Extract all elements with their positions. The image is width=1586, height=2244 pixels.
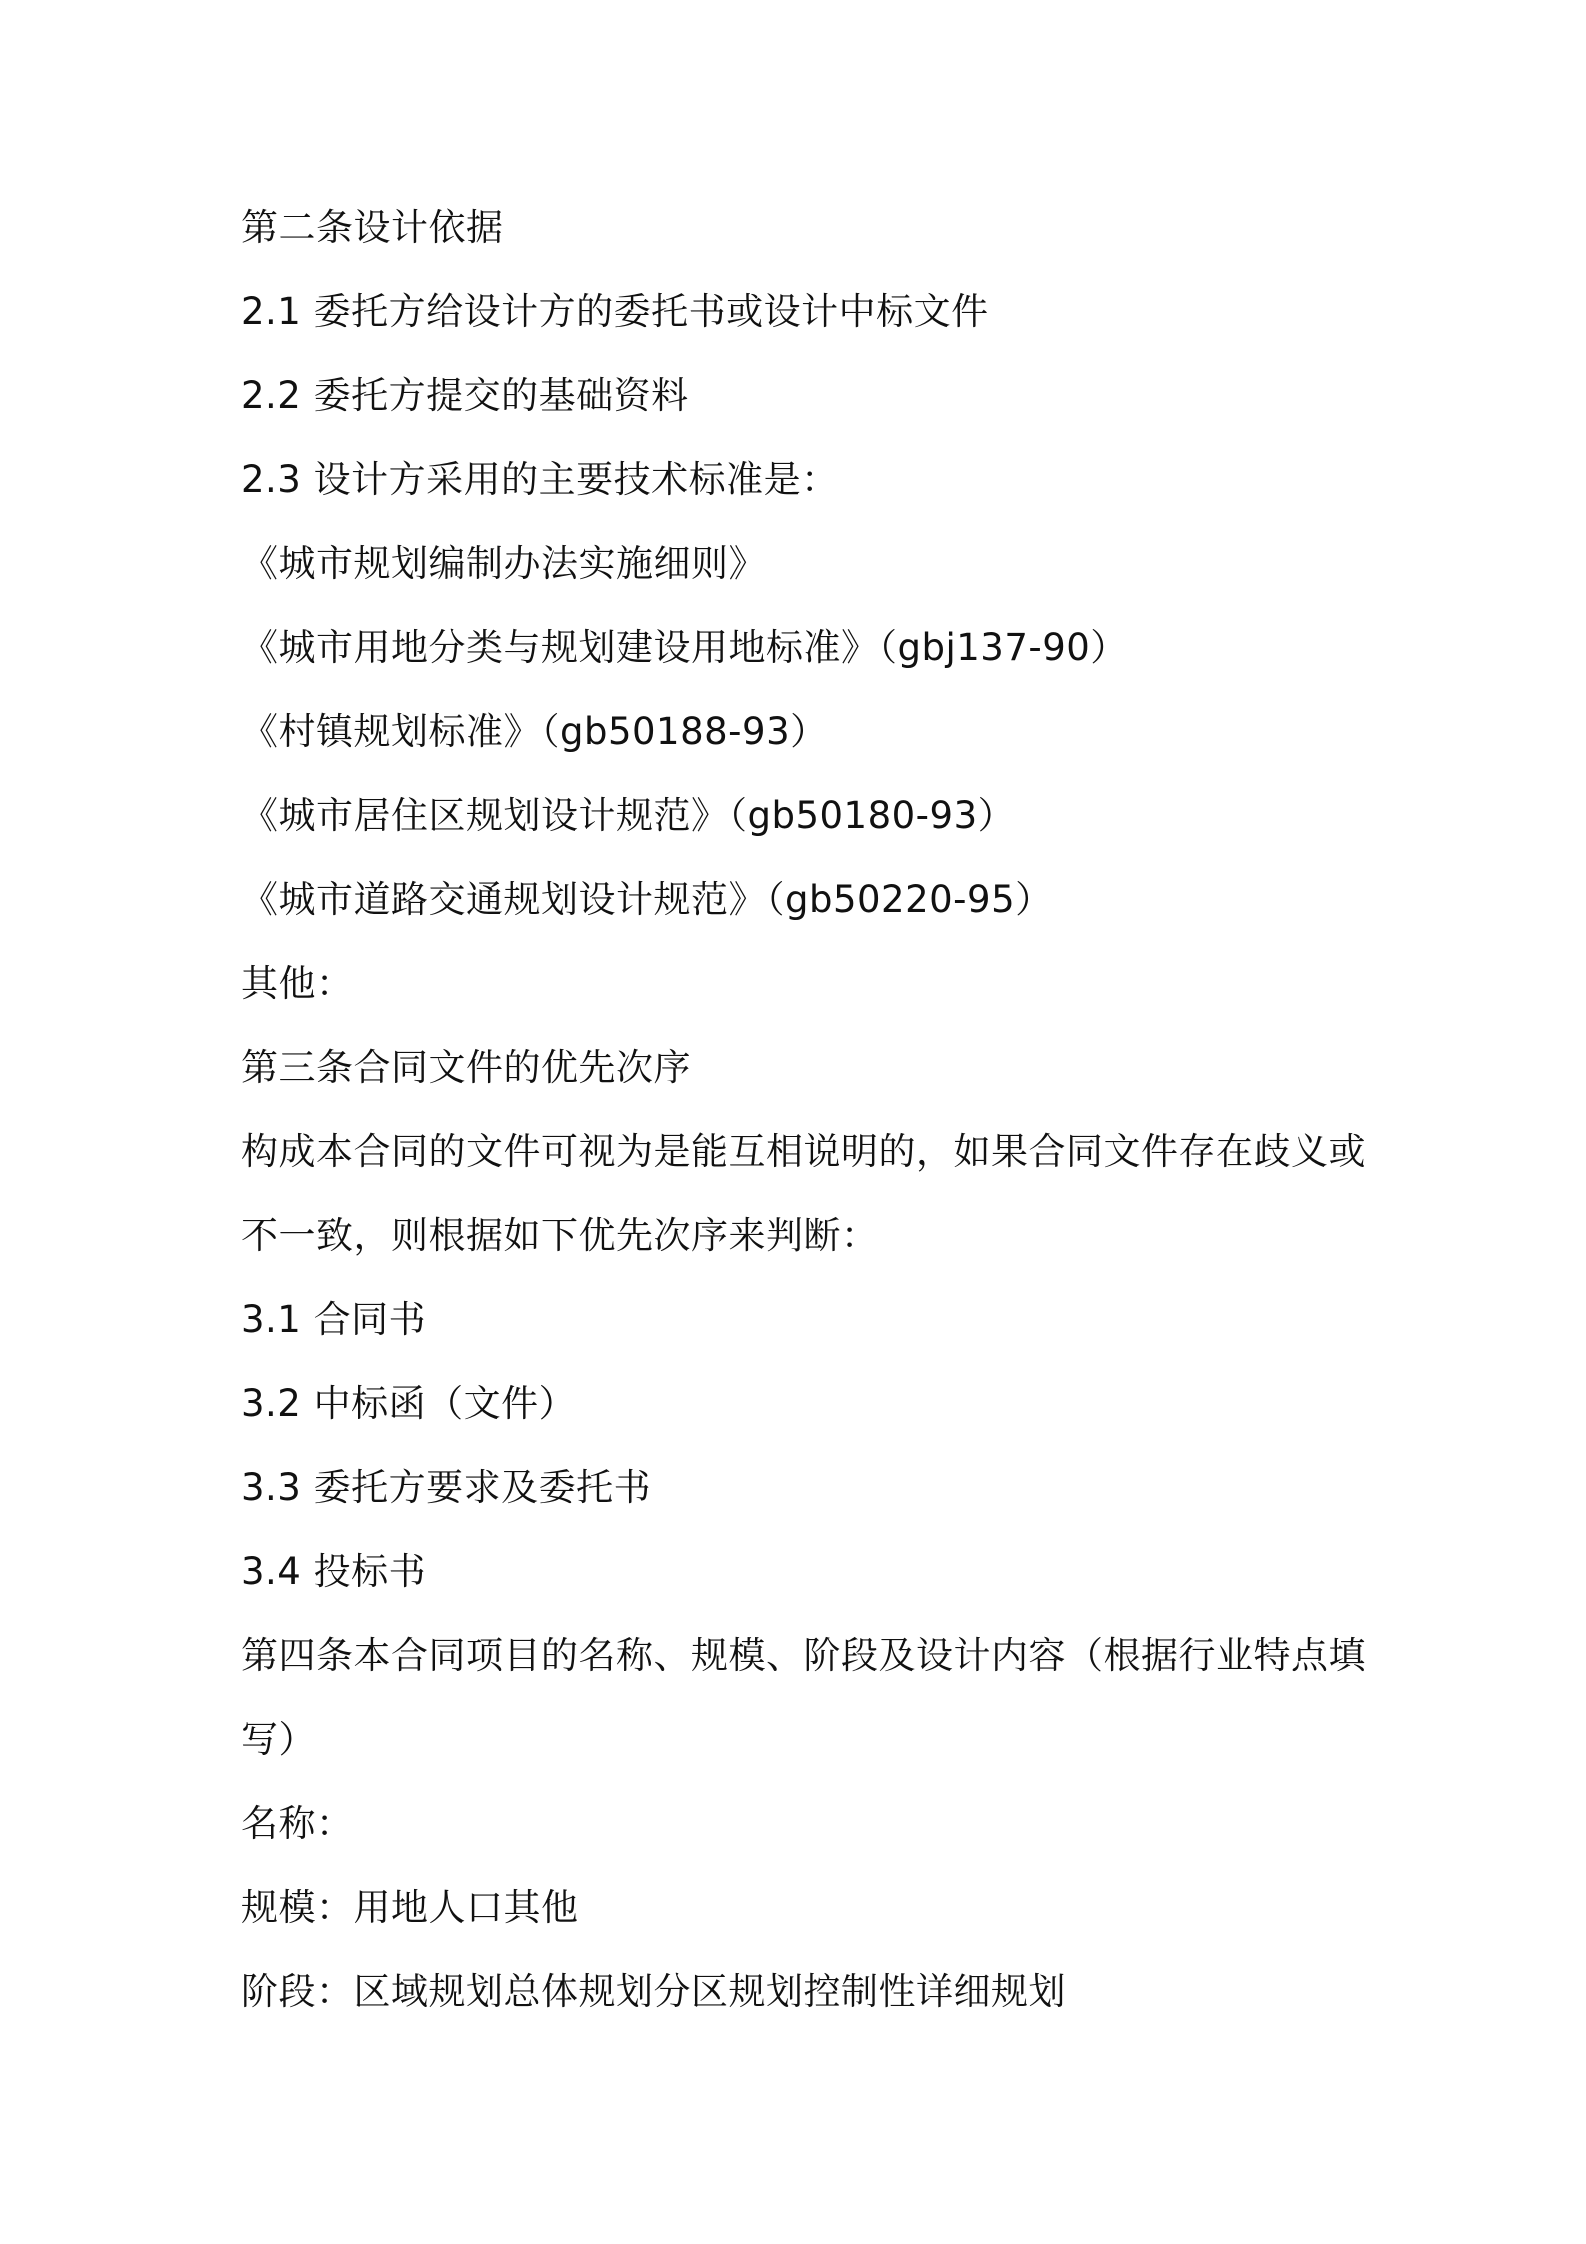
standard-item: 《城市道路交通规划设计规范》（gb50220-95）: [241, 878, 1053, 921]
section-3-heading: 第三条合同文件的优先次序: [241, 1046, 691, 1089]
section-4-heading-line-1: 第四条本合同项目的名称、规模、阶段及设计内容（根据行业特点填: [241, 1634, 1366, 1677]
other-standards-label: 其他：: [241, 962, 354, 1005]
section-3-paragraph-line-2: 不一致，则根据如下优先次序来判断：: [241, 1214, 879, 1257]
standard-item: 《城市用地分类与规划建设用地标准》（gbj137-90）: [241, 626, 1128, 669]
clause-2-2: 2.2 委托方提交的基础资料: [241, 374, 689, 417]
section-3-paragraph-line-1: 构成本合同的文件可视为是能互相说明的，如果合同文件存在歧义或: [241, 1130, 1366, 1173]
clause-2-3: 2.3 设计方采用的主要技术标准是：: [241, 458, 839, 501]
standard-item: 《村镇规划标准》（gb50188-93）: [241, 710, 828, 753]
project-stage-field: 阶段：区域规划总体规划分区规划控制性详细规划: [241, 1970, 1066, 2013]
clause-3-1: 3.1 合同书: [241, 1298, 427, 1341]
project-scale-field: 规模：用地人口其他: [241, 1886, 579, 1929]
standard-item: 《城市居住区规划设计规范》（gb50180-93）: [241, 794, 1016, 837]
clause-2-1: 2.1 委托方给设计方的委托书或设计中标文件: [241, 290, 989, 333]
clause-3-3: 3.3 委托方要求及委托书: [241, 1466, 652, 1509]
clause-3-2: 3.2 中标函（文件）: [241, 1382, 577, 1425]
section-4-heading-line-2: 写）: [241, 1718, 316, 1761]
section-2-heading: 第二条设计依据: [241, 206, 504, 249]
project-name-field: 名称：: [241, 1802, 354, 1845]
clause-3-4: 3.4 投标书: [241, 1550, 427, 1593]
standard-item: 《城市规划编制办法实施细则》: [241, 542, 766, 585]
